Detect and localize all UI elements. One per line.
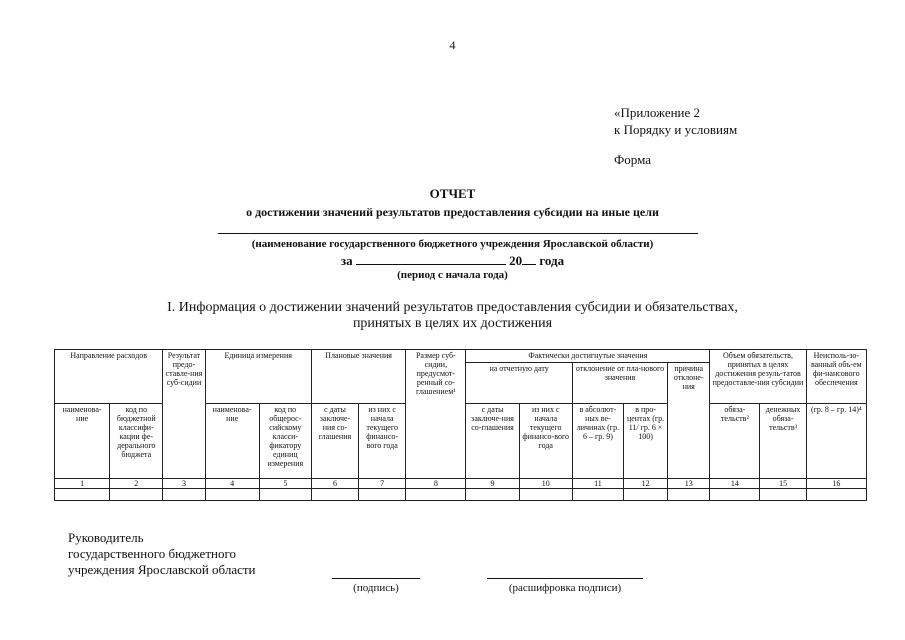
table-cell — [259, 489, 311, 501]
column-number-cell: 7 — [359, 479, 406, 489]
section-title-line-1: I. Информация о достижении значений результатов предоставления субсидии и обязательствах, — [167, 300, 738, 315]
table-cell — [359, 489, 406, 501]
col-unused-formula: (гр. 8 – гр. 14)⁴ — [806, 404, 866, 479]
za-prefix: за — [340, 253, 353, 268]
column-number-cell: 5 — [259, 479, 311, 489]
table-cell — [519, 489, 572, 501]
column-number-cell: 8 — [406, 479, 466, 489]
table-cell — [163, 489, 205, 501]
col-deviation-absolute: в абсолют-ных ве-личинах (гр. 6 – гр. 9) — [572, 404, 623, 479]
report-subtitle: о достижении значений результатов предоставления субсидии на иные цели — [246, 205, 659, 219]
signature-line — [332, 578, 420, 579]
org-name-caption: (наименование государственного бюджетного учреждения Ярославской области) — [251, 238, 654, 250]
header-result: Результат предо-ставле-ния суб-сидии — [163, 350, 205, 479]
col-plan-current-year: из них с начала текущего финансо-вого года — [359, 404, 406, 479]
table-cell — [806, 489, 866, 501]
column-number-cell: 4 — [205, 479, 259, 489]
table-cell — [760, 489, 806, 501]
col-plan-from-date: с даты заключе-ния со-глашения — [311, 404, 358, 479]
section-title-line-2: принятых в целях их достижения — [352, 316, 553, 331]
year-prefix: 20 — [509, 253, 523, 268]
header-unused: Неисполь-зо-ванный объ-ем фи-нансового обеспечения — [806, 350, 866, 404]
period-blank — [356, 253, 506, 265]
column-number-cell: 1 — [55, 479, 110, 489]
header-reason: причина отклоне-ния — [668, 363, 710, 479]
column-number-cell: 3 — [163, 479, 205, 489]
table-cell — [572, 489, 623, 501]
table-cell — [55, 489, 110, 501]
table-cell — [205, 489, 259, 501]
page-number: 4 — [449, 38, 456, 52]
column-number-cell: 12 — [624, 479, 668, 489]
column-number-cell: 6 — [311, 479, 358, 489]
table-cell — [406, 489, 466, 501]
col-okei-code: код по общерос-сийскому класси-фикатору единиц измерения — [259, 404, 311, 479]
year-blank — [522, 253, 536, 265]
signature-caption: (подпись) — [353, 582, 399, 594]
table-cell — [624, 489, 668, 501]
header-actual: Фактически достигнутые значения — [466, 350, 710, 363]
col-actual-current-year: из них с начала текущего финансо-вого года — [519, 404, 572, 479]
signatory-line-1: Руководитель — [68, 530, 144, 545]
report-table — [54, 349, 867, 501]
header-deviation: отклонение от пла-нового значения — [572, 363, 667, 404]
signature-decode-line — [487, 578, 643, 579]
period-line — [0, 253, 905, 269]
column-number-cell: 11 — [572, 479, 623, 489]
column-number-cell: 13 — [668, 479, 710, 489]
col-money-obligations: денежных обяза-тельств³ — [760, 404, 806, 479]
signatory-line-3: учреждения Ярославской области — [68, 562, 256, 577]
header-on-date: на отчетную дату — [466, 363, 572, 404]
column-number-cell: 15 — [760, 479, 806, 489]
empty-data-row — [55, 489, 867, 501]
col-name: наименова-ние — [55, 404, 110, 479]
header-planned: Плановые значения — [311, 350, 405, 404]
header-obligations: Объем обязательств, принятых в целях достижения резуль-татов предоставле-ния субсидии — [710, 350, 806, 404]
org-name-line — [218, 233, 698, 234]
col-unit-name: наименова-ние — [205, 404, 259, 479]
header-direction: Направление расходов — [55, 350, 163, 404]
signatory-title — [68, 530, 256, 578]
section-title — [0, 300, 905, 332]
table-cell — [110, 489, 163, 501]
col-actual-from-date: с даты заключе-ния со-глашения — [466, 404, 519, 479]
column-number-cell: 2 — [110, 479, 163, 489]
column-number-cell: 16 — [806, 479, 866, 489]
col-deviation-percent: в про-центах (гр. 11/ гр. 6 × 100) — [624, 404, 668, 479]
column-number-row — [55, 479, 867, 489]
table-cell — [466, 489, 519, 501]
header-subsidy-size: Размер суб-сидии, предусмот-ренный со-глашением¹ — [406, 350, 466, 479]
table-cell — [311, 489, 358, 501]
appendix-line-2: к Порядку и условиям — [614, 122, 738, 137]
form-label: Форма — [614, 152, 651, 167]
report-title: ОТЧЕТ — [429, 186, 476, 201]
column-number-cell: 14 — [710, 479, 760, 489]
column-number-cell: 9 — [466, 479, 519, 489]
table-cell — [710, 489, 760, 501]
header-unit: Единица измерения — [205, 350, 311, 404]
year-suffix: года — [539, 253, 565, 268]
period-caption: (период с начала года) — [397, 269, 508, 281]
col-obligations: обяза-тельств² — [710, 404, 760, 479]
column-number-cell: 10 — [519, 479, 572, 489]
signature-decode-caption: (расшифровка подписи) — [508, 582, 622, 594]
table-cell — [668, 489, 710, 501]
appendix-heading — [614, 104, 737, 138]
col-budget-code: код по бюджетной классифи-кации фе-дерального бюджета — [110, 404, 163, 479]
appendix-line-1: «Приложение 2 — [614, 105, 701, 120]
signatory-line-2: государственного бюджетного — [68, 546, 236, 561]
